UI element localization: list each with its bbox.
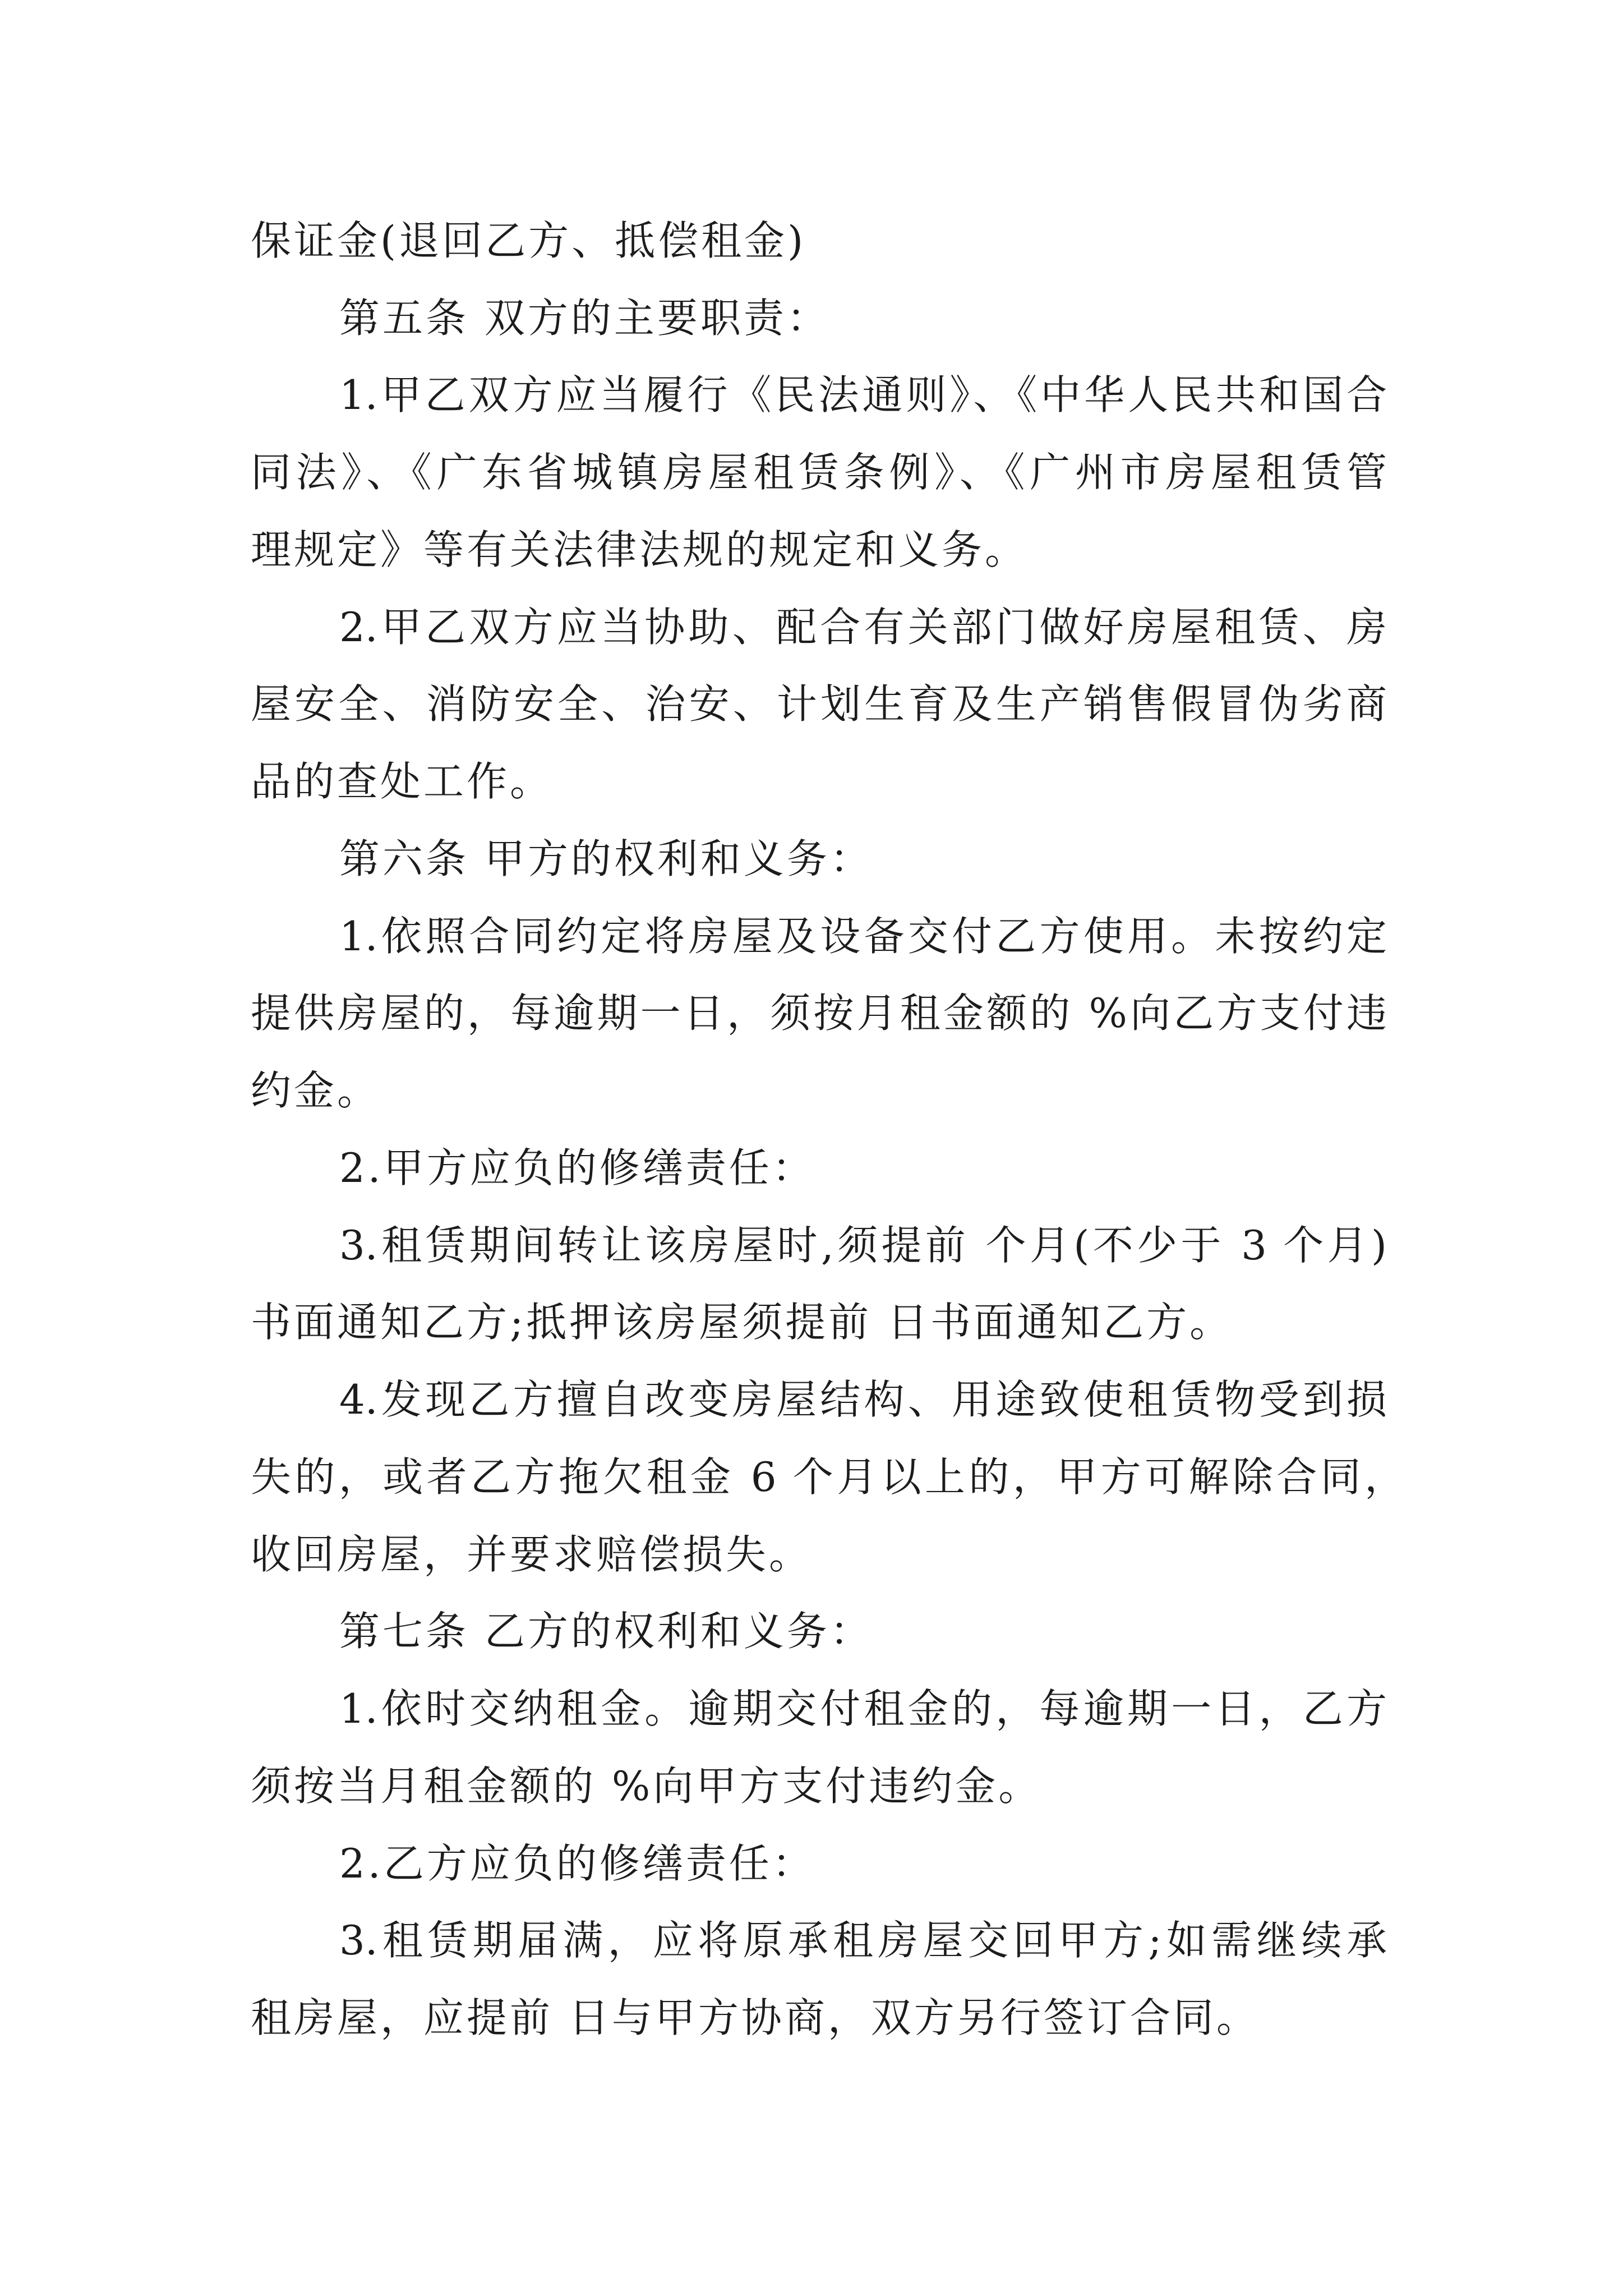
text-line: 提供房屋的，每逾期一日，须按月租金额的 %向乙方支付违 xyxy=(251,990,1387,1037)
text-line: 1.依时交纳租金。逾期交付租金的，每逾期一日，乙方 xyxy=(339,1685,1387,1732)
text-line: 书面通知乙方;抵押该房屋须提前 日书面通知乙方。 xyxy=(251,1299,1233,1346)
text-line: 屋安全、消防安全、治安、计划生育及生产销售假冒伪劣商 xyxy=(251,680,1387,728)
text-line: 须按当月租金额的 %向甲方支付违约金。 xyxy=(251,1763,1042,1810)
text-line: 2.乙方应负的修缮责任： xyxy=(339,1840,815,1887)
text-line: 4.发现乙方擅自改变房屋结构、用途致使租赁物受到损 xyxy=(339,1376,1387,1423)
text-line: 约金。 xyxy=(251,1067,381,1114)
text-line: 品的查处工作。 xyxy=(251,758,554,805)
text-line: 收回房屋，并要求赔偿损失。 xyxy=(251,1531,813,1578)
text-line: 第六条 甲方的权利和义务： xyxy=(339,835,873,882)
text-line: 理规定》等有关法律法规的规定和义务。 xyxy=(251,526,1029,573)
text-line: 第五条 双方的主要职责： xyxy=(339,295,830,342)
text-line: 保证金(退回乙方、抵偿租金) xyxy=(251,217,806,264)
text-line: 2.甲方应负的修缮责任： xyxy=(339,1144,815,1191)
text-line: 3.租赁期届满，应将原承租房屋交回甲方;如需继续承 xyxy=(339,1917,1387,1964)
text-line: 3.租赁期间转让该房屋时,须提前 个月(不少于 3 个月) xyxy=(339,1222,1387,1269)
text-line: 失的，或者乙方拖欠租金 6 个月以上的，甲方可解除合同， xyxy=(251,1453,1405,1501)
text-line: 2.甲乙双方应当协助、配合有关部门做好房屋租赁、房 xyxy=(339,604,1387,651)
text-line: 1.依照合同约定将房屋及设备交付乙方使用。未按约定 xyxy=(339,913,1387,960)
text-line: 第七条 乙方的权利和义务： xyxy=(339,1608,873,1655)
text-line: 同法》、《广东省城镇房屋租赁条例》、《广州市房屋租赁管 xyxy=(251,449,1387,496)
text-line: 1.甲乙双方应当履行《民法通则》、《中华人民共和国合 xyxy=(339,371,1387,418)
text-line: 租房屋，应提前 日与甲方协商，双方另行签订合同。 xyxy=(251,1994,1260,2041)
